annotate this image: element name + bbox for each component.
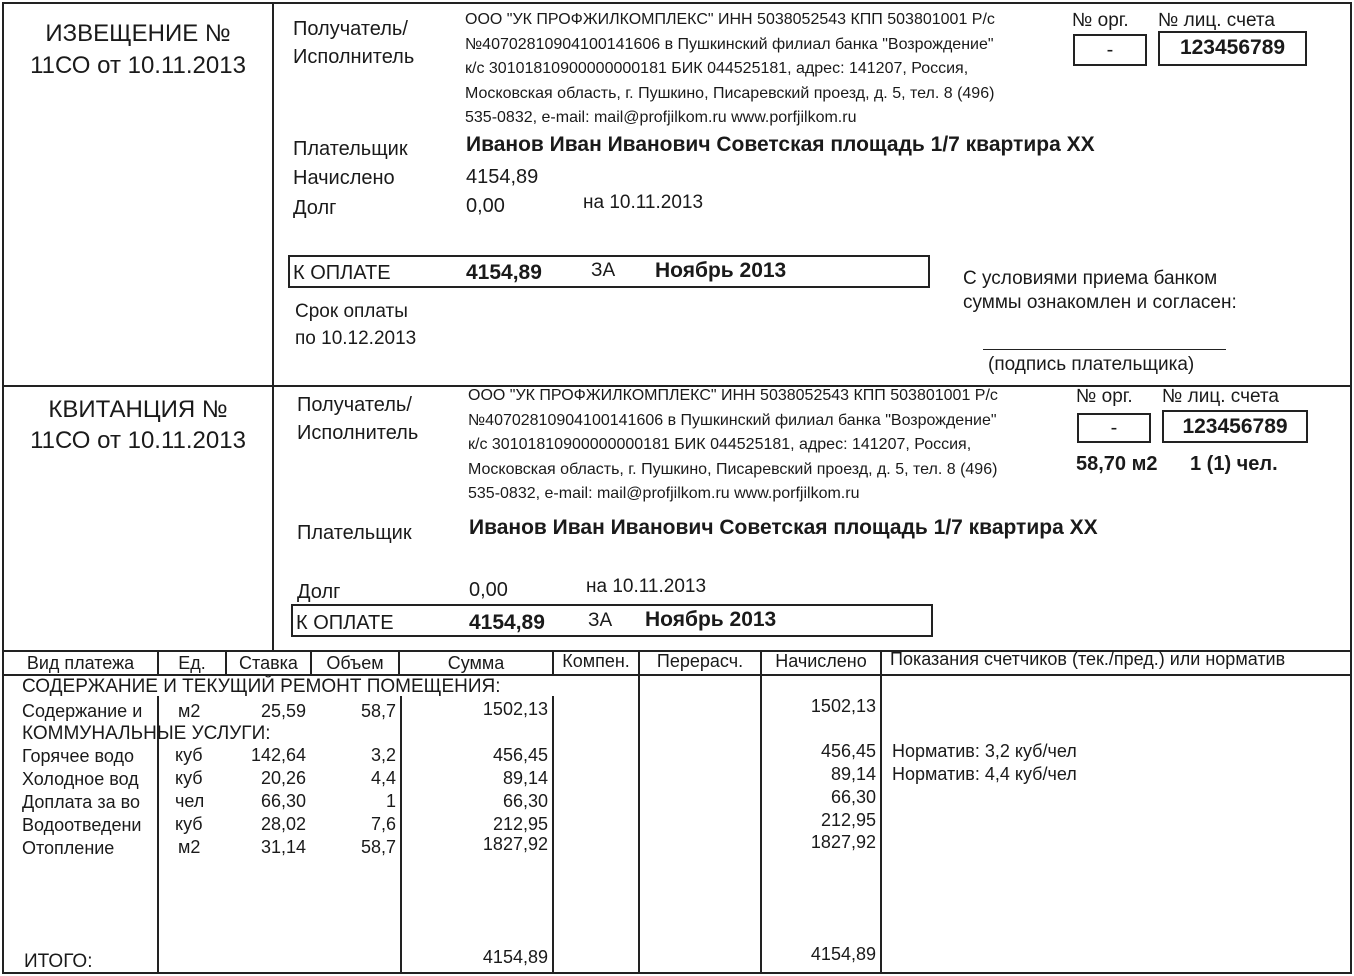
receipt-to-pay-label: К ОПЛАТЕ — [296, 612, 394, 634]
row-type: Содержание и — [22, 701, 143, 721]
row-accrued: 1827,92 — [810, 832, 876, 852]
notice-payer-value: Иванов Иван Иванович Советская площадь 1/7 квартира ХХ — [466, 133, 1095, 156]
receipt-debt-label: Долг — [297, 581, 341, 603]
receipt-recipient-line: ООО "УК ПРОФЖИЛКОМПЛЕКС" ИНН 5038052543 КПП 503801001 Р/с — [468, 387, 998, 404]
signature-line — [983, 349, 1226, 350]
receipt-recipient-line: Московская область, г. Пушкино, Писаревский проезд, д. 5, тел. 8 (496) — [468, 460, 998, 478]
header-compensation: Компен. — [562, 651, 630, 671]
receipt-recipient-line: 535-0832, e-mail: mail@profjilkom.ru www.porfjilkom.ru — [468, 485, 860, 502]
row-rate: 20,26 — [260, 768, 306, 788]
notice-org-label: № орг. — [1072, 10, 1129, 31]
row-rate: 25,59 — [260, 701, 306, 721]
row-type: Доплата за во — [22, 792, 140, 812]
notice-debt-value: 0,00 — [466, 195, 505, 217]
notice-due-date: по 10.12.2013 — [295, 328, 417, 349]
notice-org-box — [1073, 34, 1147, 66]
notice-org-value: - — [1106, 39, 1114, 61]
notice-recipient-line: 535-0832, e-mail: mail@profjilkom.ru www.porfjilkom.ru — [465, 109, 857, 126]
receipt-persons: 1 (1) чел. — [1190, 453, 1278, 475]
header-sum: Сумма — [447, 653, 505, 673]
notice-period: Ноябрь 2013 — [655, 259, 787, 282]
frame-right-line — [1350, 2, 1352, 974]
receipt-account-box — [1162, 410, 1308, 443]
notice-payer-label: Плательщик — [293, 138, 408, 160]
row-type: Горячее водо — [22, 746, 134, 766]
row-unit: чел — [175, 791, 205, 811]
frame-top-line — [2, 2, 1352, 4]
row-meter-note: Норматив: 3,2 куб/чел — [892, 741, 1077, 761]
notice-for-label: ЗА — [591, 260, 616, 281]
row-rate: 31,14 — [260, 837, 306, 857]
row-sum: 66,30 — [502, 791, 548, 811]
row-meter-note: Норматив: 4,4 куб/чел — [892, 764, 1077, 784]
row-unit: куб — [175, 745, 203, 765]
row-rate: 28,02 — [260, 814, 306, 834]
frame-bottom-line — [2, 972, 1352, 974]
notice-account-box — [1158, 31, 1307, 66]
receipt-number-date: 11СО от 10.11.2013 — [30, 427, 246, 454]
row-unit: м2 — [178, 837, 201, 857]
notice-consent-text-2: суммы ознакомлен и согласен: — [963, 292, 1237, 313]
receipt-debt-date: на 10.11.2013 — [586, 576, 707, 597]
row-volume: 7,6 — [370, 814, 396, 834]
row-type: Водоотведени — [22, 815, 142, 835]
signature-caption: (подпись плательщика) — [988, 354, 1195, 375]
row-accrued: 456,45 — [820, 741, 876, 761]
row-sum: 1827,92 — [482, 834, 548, 854]
notice-accrued-value: 4154,89 — [466, 166, 539, 188]
header-meter-readings: Показания счетчиков (тек./пред.) или норматив — [890, 649, 1286, 669]
notice-account-label: № лиц. счета — [1158, 10, 1275, 31]
notice-recipient-line: Московская область, г. Пушкино, Писаревский проезд, д. 5, тел. 8 (496) — [465, 84, 995, 102]
notice-debt-date: на 10.11.2013 — [583, 192, 704, 213]
header-payment-type: Вид платежа — [26, 653, 135, 673]
row-unit: м2 — [178, 701, 201, 721]
frame-left-line — [2, 2, 4, 974]
notice-recipient-details — [465, 8, 1075, 131]
row-sum: 89,14 — [502, 768, 548, 788]
header-volume: Объем — [326, 653, 384, 673]
total-accrued: 4154,89 — [810, 944, 876, 964]
receipt-account-value: 123456789 — [1182, 415, 1288, 438]
row-sum: 456,45 — [492, 745, 548, 765]
row-volume: 58,7 — [360, 837, 396, 857]
receipt-recipient-label-2: Исполнитель — [297, 422, 419, 444]
header-accrued: Начислено — [775, 651, 867, 671]
notice-to-pay-value: 4154,89 — [466, 261, 542, 284]
receipt-title: КВИТАНЦИЯ № — [48, 396, 228, 423]
notice-accrued-label: Начислено — [293, 167, 395, 189]
notice-consent-text: С условиями приема банком — [963, 268, 1218, 289]
row-volume: 4,4 — [370, 768, 396, 788]
header-rate: Ставка — [239, 653, 298, 673]
receipt-account-label: № лиц. счета — [1162, 386, 1279, 407]
total-sum: 4154,89 — [482, 947, 548, 967]
receipt-org-box — [1077, 413, 1151, 443]
receipt-org-value: - — [1110, 417, 1118, 439]
receipt-for-label: ЗА — [588, 610, 613, 631]
receipt-payer-label: Плательщик — [297, 522, 412, 544]
receipt-recipient-details — [468, 384, 1078, 507]
receipt-debt-value: 0,00 — [469, 579, 508, 601]
row-volume: 3,2 — [370, 745, 396, 765]
row-unit: куб — [175, 768, 203, 788]
notice-recipient-line: №40702810904100141606 в Пушкинский филиал банка "Возрождение" — [465, 35, 994, 53]
notice-due-label: Срок оплаты — [295, 301, 408, 322]
row-accrued: 66,30 — [830, 787, 876, 807]
receipt-to-pay-value: 4154,89 — [469, 611, 545, 634]
notice-recipient-line: к/с 30101810900000000181 БИК 044525181, адрес: 141207, Россия, — [465, 60, 969, 77]
notice-recipient-line: ООО "УК ПРОФЖИЛКОМПЛЕКС" ИНН 5038052543 КПП 503801001 Р/с — [465, 11, 995, 28]
notice-debt-label: Долг — [293, 197, 337, 219]
header-recalc: Перерасч. — [656, 651, 744, 671]
row-sum: 212,95 — [492, 814, 548, 834]
column-line — [880, 650, 882, 972]
notice-recipient-label: Получатель/ — [293, 18, 408, 40]
row-type: Отопление — [22, 838, 115, 858]
receipt-recipient-label: Получатель/ — [297, 394, 412, 416]
section-heading-utilities: КОММУНАЛЬНЫЕ УСЛУГИ: — [22, 723, 271, 744]
notice-number-date: 11СО от 10.11.2013 — [30, 52, 246, 79]
stub-divider — [272, 2, 274, 650]
column-line — [638, 650, 640, 972]
column-line — [552, 696, 554, 972]
notice-recipient-label-2: Исполнитель — [293, 46, 415, 68]
notice-to-pay-label: К ОПЛАТЕ — [293, 262, 391, 284]
row-volume: 1 — [385, 791, 396, 811]
row-rate: 142,64 — [250, 745, 306, 765]
receipt-recipient-line: к/с 30101810900000000181 БИК 044525181, адрес: 141207, Россия, — [468, 436, 972, 453]
row-unit: куб — [175, 814, 203, 834]
row-sum: 1502,13 — [482, 699, 548, 719]
notice-title: ИЗВЕЩЕНИЕ № — [45, 20, 231, 47]
header-unit: Ед. — [178, 653, 206, 673]
receipt-area: 58,70 м2 — [1076, 453, 1158, 475]
total-label: ИТОГО: — [24, 951, 93, 972]
receipt-period: Ноябрь 2013 — [645, 608, 777, 631]
receipt-payer-value: Иванов Иван Иванович Советская площадь 1/7 квартира ХХ — [469, 516, 1098, 539]
receipt-recipient-line: №40702810904100141606 в Пушкинский филиал банка "Возрождение" — [468, 411, 997, 429]
row-accrued: 1502,13 — [810, 696, 876, 716]
section-heading-maintenance: СОДЕРЖАНИЕ И ТЕКУЩИЙ РЕМОНТ ПОМЕЩЕНИЯ: — [22, 676, 501, 697]
notice-account-value: 123456789 — [1179, 36, 1286, 59]
receipt-org-label: № орг. — [1076, 386, 1133, 407]
row-accrued: 212,95 — [820, 810, 876, 830]
row-rate: 66,30 — [260, 791, 306, 811]
row-accrued: 89,14 — [830, 764, 876, 784]
row-type: Холодное вод — [22, 769, 139, 789]
row-volume: 58,7 — [360, 701, 396, 721]
